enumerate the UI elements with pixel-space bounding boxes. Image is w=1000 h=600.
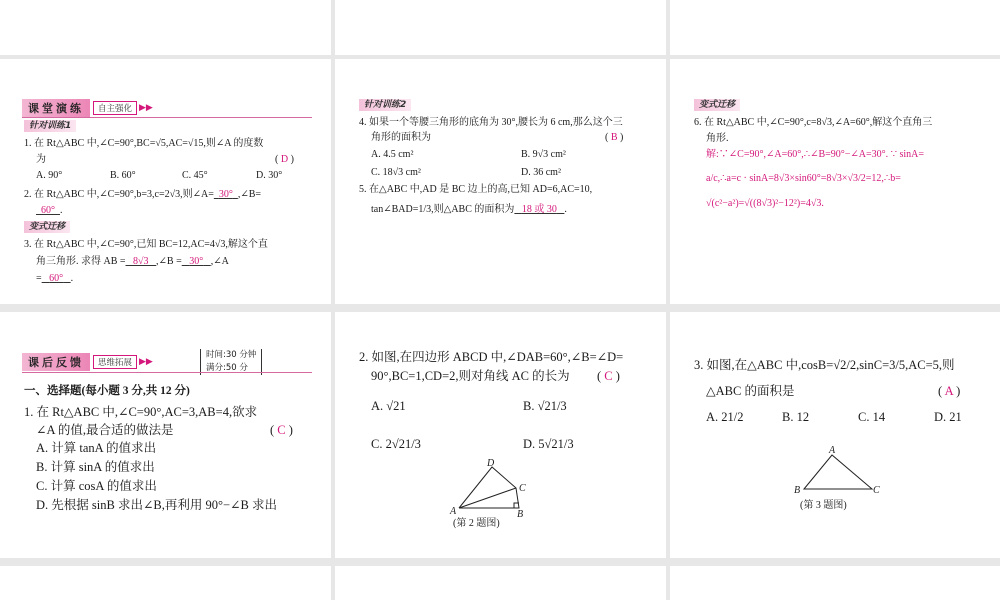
question-3-answer-2: 30°: [189, 256, 204, 267]
question-3-answer-3: 60°: [49, 273, 64, 284]
question-4-answer: B: [610, 132, 618, 143]
question-4-line-1: 4. 如果一个等腰三角形的底角为 30°,腰长为 6 cm,那么这个三: [359, 117, 623, 128]
edge-abcd: [459, 467, 519, 508]
q1-option-b: B. 60°: [110, 170, 136, 181]
section-title: 课堂演练: [22, 99, 90, 117]
section-header: [22, 100, 153, 116]
bm-option-d: D. 5√21/3: [523, 437, 574, 451]
bl-option-b: B. 计算 sinA 的值求出: [36, 460, 155, 474]
section-subtitle: 自主强化: [93, 101, 137, 115]
q4-option-d: D. 36 cm²: [521, 167, 561, 178]
question-1-answer-bracket: ( D ): [275, 154, 294, 165]
question-5-end: .: [564, 204, 567, 215]
bm-question-2-line-1: 2. 如图,在四边形 ABCD 中,∠DAB=60°,∠B=∠D=: [359, 350, 624, 364]
bl-option-c: C. 计算 cosA 的值求出: [36, 479, 157, 493]
question-2-line-1: [24, 188, 261, 202]
question-3-period: .: [70, 273, 74, 284]
question-3-line-3: [36, 272, 73, 286]
br-question-3-line-1: 3. 如图,在△ABC 中,cosB=√2/2,sinC=3/5,AC=5,则: [694, 358, 955, 372]
bl-option-d: D. 先根据 sinB 求出∠B,再利用 90°−∠B 求出: [36, 498, 277, 512]
divider: [22, 117, 312, 118]
question-3-mid: ,∠B =: [156, 256, 182, 267]
question-3-end: ,∠A: [210, 256, 229, 267]
question-3-answer-1: 8√3: [133, 256, 149, 267]
bm-question-2-answer-bracket: ( C ): [597, 369, 620, 383]
figure-2-caption: (第 2 题图): [453, 518, 500, 529]
question-2-answer-2: 60°: [41, 205, 55, 216]
panel-strip-bottom-mid: [335, 566, 666, 600]
quadrilateral-figure: [445, 457, 535, 517]
panel-top-left: [0, 59, 331, 304]
question-6-line-2: 角形.: [706, 133, 729, 144]
q4-option-a: A. 4.5 cm²: [371, 149, 414, 160]
question-1-line-2: 为: [36, 154, 46, 165]
q1-option-c: C. 45°: [182, 170, 208, 181]
panel-bottom-mid: [335, 312, 666, 558]
label-a: A: [829, 445, 836, 456]
section-heading: 一、选择题(每小题 3 分,共 12 分): [24, 385, 190, 397]
section-header-2: [22, 354, 153, 370]
tag-variant: 变式迁移: [24, 221, 70, 233]
label-d: D: [487, 458, 495, 469]
question-3-eq: =: [36, 273, 42, 284]
panel-bottom-right: [670, 312, 1000, 558]
arrow-icon: ▶▶: [139, 103, 153, 113]
label-a: A: [450, 506, 457, 517]
br-question-3-answer-bracket: ( A ): [938, 384, 961, 398]
question-4-answer-bracket: ( B ): [605, 132, 624, 143]
solution-line-1: 解:∵∠C=90°,∠A=60°,∴∠B=90°−∠A=30°. ∵ sinA=: [706, 149, 925, 160]
panel-strip-bottom-left: [0, 566, 331, 600]
question-5-line-1: 5. 在△ABC 中,AD 是 BC 边上的高,已知 AD=6,AC=10,: [359, 184, 593, 195]
bm-option-a: A. √21: [371, 399, 406, 413]
panel-top-mid: [335, 59, 666, 304]
br-option-a: A. 21/2: [706, 410, 744, 424]
question-1-line-1: 1. 在 Rt△ABC 中,∠C=90°,BC=√5,AC=√15,则∠A 的度数: [24, 138, 264, 149]
section-subtitle-2: 思维拓展: [93, 355, 137, 369]
q1-option-d: D. 30°: [256, 170, 283, 181]
question-3-line-2: [36, 255, 229, 269]
bl-question-1-line-2: ∠A 的值,最合适的做法是: [36, 423, 174, 437]
question-3-line-1: 3. 在 Rt△ABC 中,∠C=90°,已知 BC=12,AC=4√3,解这个直: [24, 239, 268, 250]
question-2-end: .: [60, 205, 63, 216]
question-5-line-2: [371, 203, 567, 217]
bm-option-c: C. 2√21/3: [371, 437, 421, 451]
br-option-b: B. 12: [782, 410, 810, 424]
br-question-3-line-2: △ABC 的面积是: [706, 384, 795, 398]
bl-question-1-answer: C: [277, 423, 286, 437]
full-score: 满分:50 分: [206, 363, 248, 373]
panel-strip-mid: [335, 0, 666, 55]
panel-strip-bottom-right: [670, 566, 1000, 600]
panel-strip-left: [0, 0, 331, 55]
question-2-line-2: [36, 204, 63, 218]
time-limit: 时间:30 分钟: [206, 350, 257, 360]
figure-3-caption: (第 3 题图): [800, 500, 847, 511]
bm-option-b: B. √21/3: [523, 399, 567, 413]
divider: [22, 372, 312, 373]
tag-practice-2: 针对训练2: [359, 99, 411, 111]
br-option-c: C. 14: [858, 410, 886, 424]
solution-line-3: √(c²−a²)=√((8√3)²−12²)=4√3.: [706, 198, 824, 209]
triangle-abc: [804, 455, 872, 489]
bm-question-2-line-2: 90°,BC=1,CD=2,则对角线 AC 的长为: [371, 369, 570, 383]
br-option-d: D. 21: [934, 410, 962, 424]
question-3-prefix: 角三角形. 求得 AB =: [36, 256, 126, 267]
question-6-line-1: 6. 在 Rt△ABC 中,∠C=90°,c=8√3,∠A=60°,解这个直角三: [694, 117, 933, 128]
label-b: B: [794, 485, 801, 496]
label-c: C: [873, 485, 880, 496]
question-4-line-2: 角形的面积为: [371, 132, 431, 143]
solution-line-2: a/c,∴a=c · sinA=8√3×sin60°=8√3×√3/2=12,∴b=: [706, 173, 901, 184]
question-2-answer-1: 30°: [218, 189, 233, 200]
panel-top-right: [670, 59, 1000, 304]
label-c: C: [519, 483, 526, 494]
question-2-text: 2. 在 Rt△ABC 中,∠C=90°,b=3,c=2√3,则∠A=: [24, 189, 214, 200]
br-question-3-answer: A: [944, 384, 953, 398]
question-5-text: tan∠BAD=1/3,则△ABC 的面积为: [371, 204, 515, 215]
q4-option-c: C. 18√3 cm²: [371, 167, 421, 178]
section-title-2: 课后反馈: [22, 353, 90, 371]
bl-question-1-line-1: 1. 在 Rt△ABC 中,∠C=90°,AC=3,AB=4,欲求: [24, 405, 258, 419]
q1-option-a: A. 90°: [36, 170, 63, 181]
question-5-answer: 18 或 30: [521, 204, 557, 215]
arrow-icon: ▶▶: [139, 357, 153, 367]
bl-option-a: A. 计算 tanA 的值求出: [36, 441, 157, 455]
question-2-mid: ,∠B=: [237, 189, 262, 200]
q4-option-b: B. 9√3 cm²: [521, 149, 566, 160]
label-b: B: [517, 509, 524, 517]
tag-variant-2: 变式迁移: [694, 99, 740, 111]
panel-strip-right: [670, 0, 1000, 55]
panel-bottom-left: [0, 312, 331, 558]
bl-question-1-answer-bracket: ( C ): [270, 423, 293, 437]
tag-practice-1: 针对训练1: [24, 120, 76, 132]
bm-question-2-answer: C: [604, 369, 613, 383]
triangle-figure: [790, 442, 880, 497]
question-1-answer: D: [280, 154, 289, 165]
